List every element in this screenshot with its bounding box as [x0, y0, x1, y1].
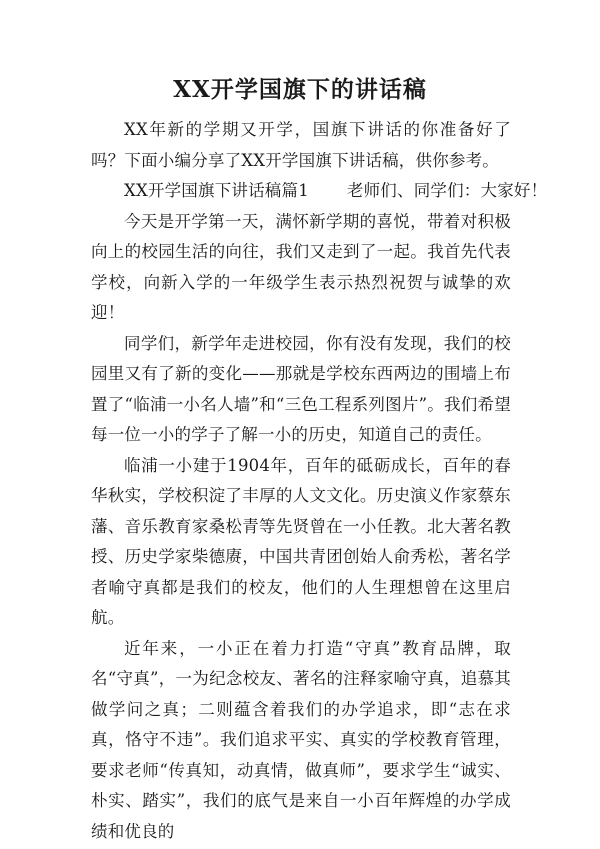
- body-paragraph: 临浦一小建于1904年，百年的砥砺成长，百年的春华秋实，学校积淀了丰厚的人文文化。历史演义作家蔡东藩、音乐教育家桑松青等先贤曾在一小任教。北大著名教授、历史学家柴德赓，中国共青团创始人俞秀松，著名学者喻守真都是我们的校友，他们的人生理想曾在这里启航。: [91, 455, 511, 627]
- body-paragraph: 同学们，新学年走进校园，你有没有发现，我们的校园里又有了新的变化——那就是学校东西两边的围墙上布置了“临浦一小名人墙”和“三色工程系列图片”。我们希望每一位一小的学子了解一小的历史，知道自己的责任。: [91, 333, 511, 444]
- section-heading: XX开学国旗下讲话稿篇1: [124, 181, 309, 200]
- intro-paragraph: XX年新的学期又开学，国旗下讲话的你准备好了吗？下面小编分享了XX开学国旗下讲话稿，供你参考。: [91, 120, 511, 170]
- document-body: [91, 115, 548, 847]
- body-paragraph: 近年来，一小正在着力打造“守真”教育品牌，取名“守真”，一为纪念校友、著名的注释家喻守真，追慕其做学问之真；二则蕴含着我们的办学追求，即“志在求真，恪守不违”。我们追求平实、真实的学校教育管理，要求老师“传真知，动真情，做真师”，要求学生“诚实、朴实、踏实”，我们的底气是来自一小百年辉煌的办学成绩和优良的: [91, 638, 511, 841]
- document-title: XX开学国旗下的讲话稿: [173, 76, 427, 103]
- body-paragraph: 今天是开学第一天，满怀新学期的喜悦，带着对积极向上的校园生活的向往，我们又走到了一起。我首先代表学校，向新入学的一年级学生表示热烈祝贺与诚挚的欢迎！: [91, 211, 511, 322]
- section-heading-line: [91, 176, 548, 207]
- greeting: 老师们、同学们：大家好！: [346, 181, 548, 200]
